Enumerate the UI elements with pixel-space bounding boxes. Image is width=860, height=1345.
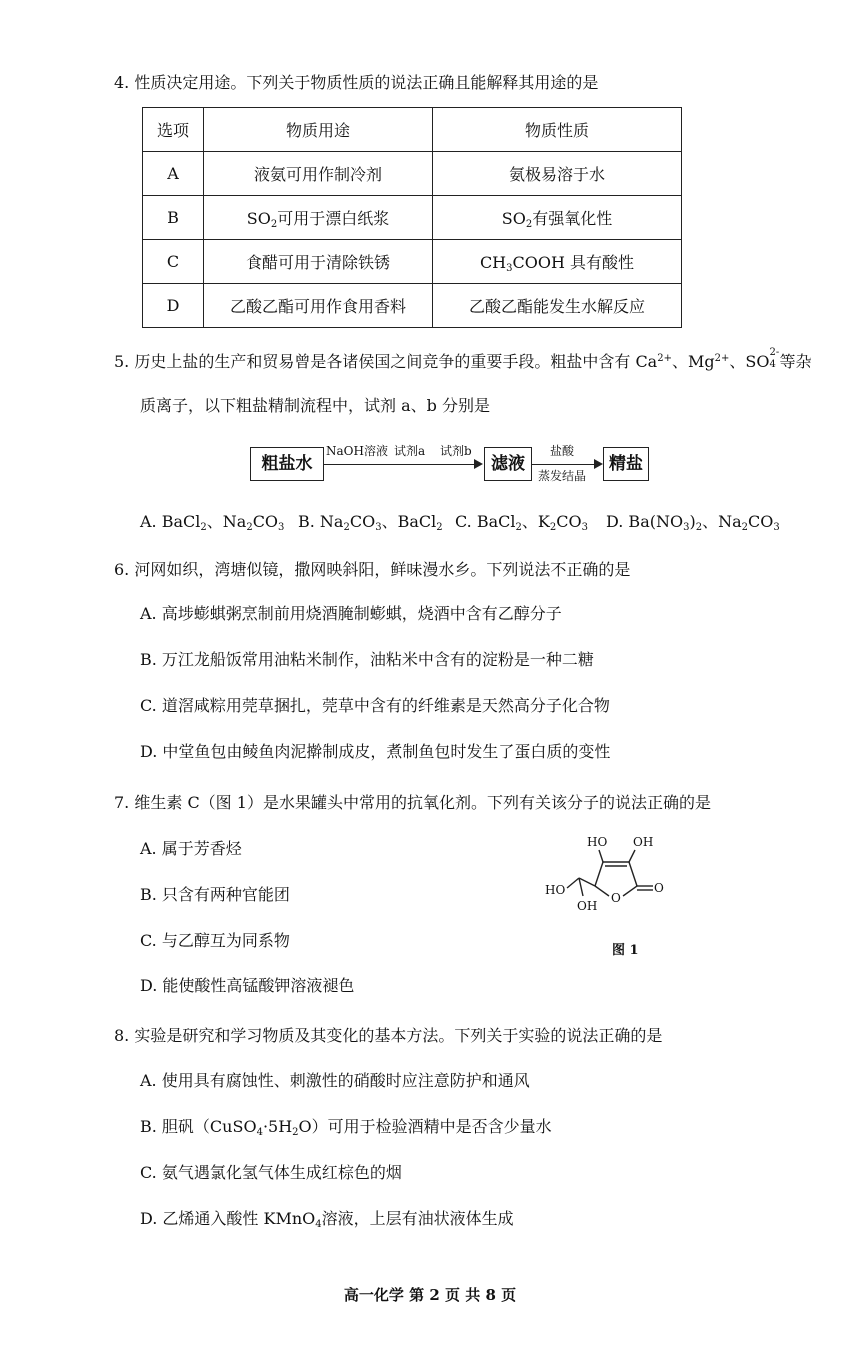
table-cell: C <box>143 240 204 284</box>
q5-option-c <box>455 509 588 533</box>
q5-text: 、SO <box>729 352 770 371</box>
page-footer: 高一化学 第 2 页 共 8 页 <box>343 1286 517 1304</box>
label-ring-oxygen: O <box>611 891 621 905</box>
table-cell <box>204 196 433 240</box>
formula-subscript: 2 <box>525 218 533 230</box>
flow-label-reagent-b: 试剂b <box>440 444 472 458</box>
option-text: 溶液，上层有油状液体生成 <box>321 1209 514 1228</box>
formula-subscript: 2 <box>741 522 749 533</box>
table-cell <box>433 240 682 284</box>
figure-caption: 图 1 <box>612 943 639 958</box>
option-text: 、BaCl <box>381 512 437 531</box>
formula-text: 可用于漂白纸浆 <box>277 208 390 228</box>
option-text: D. Ba(NO <box>606 512 684 531</box>
table-row <box>143 152 682 196</box>
table-row <box>143 240 682 284</box>
option-text: B. 胆矾（CuSO <box>140 1117 257 1136</box>
formula-subscript: 2 <box>200 522 207 533</box>
ion-charge: 2+ <box>714 353 730 364</box>
flow-label-hcl: 盐酸 <box>550 444 575 458</box>
flow-arrow <box>324 464 474 465</box>
q7-option-a: A. 属于芳香烃 <box>140 839 242 858</box>
flow-label-evaporate: 蒸发结晶 <box>538 469 587 483</box>
formula-subscript: 3 <box>375 522 382 533</box>
formula-subscript: 3 <box>773 522 780 533</box>
q4-table <box>142 107 682 328</box>
q5-text: 5. 历史上盐的生产和贸易曾是各诸侯国之间竞争的重要手段。粗盐中含有 Ca <box>114 352 658 371</box>
option-text: CO <box>252 512 279 531</box>
table-row <box>143 196 682 240</box>
flow-arrow <box>532 464 594 465</box>
q8-option-c: C. 氨气遇氯化氢气体生成红棕色的烟 <box>140 1163 402 1182</box>
formula-text: SO <box>246 208 271 228</box>
ion-charge: 2- <box>769 347 780 358</box>
table-header-cell: 选项 <box>143 108 204 152</box>
formula-subscript: 3 <box>581 522 588 533</box>
q5-text: 等杂 <box>779 352 812 371</box>
formula-subscript: 4 <box>315 1219 322 1230</box>
option-text: B. Na <box>298 512 344 531</box>
formula-subscript: 2 <box>270 218 278 230</box>
q6-option-a: A. 高埗蟛蜞粥烹制前用烧酒腌制蟛蜞，烧酒中含有乙醇分子 <box>140 604 562 623</box>
formula-subscript: 2 <box>695 522 703 533</box>
flow-label-reagent-a: 试剂a <box>394 444 426 458</box>
q5-text: 、Mg <box>671 352 715 371</box>
formula-subscript: 3 <box>683 522 690 533</box>
label-ho-top: HO <box>587 835 608 849</box>
formula-text: COOH 具有酸性 <box>512 252 635 272</box>
q8-option-d <box>140 1206 514 1230</box>
formula-subscript: 2 <box>436 522 443 533</box>
table-cell: 乙酸乙酯能发生水解反应 <box>433 284 682 328</box>
label-oh-bottom: OH <box>577 899 598 913</box>
option-text: D. 乙烯通入酸性 KMnO <box>140 1209 316 1228</box>
q8-option-a: A. 使用具有腐蚀性、刺激性的硝酸时应注意防护和通风 <box>140 1071 530 1090</box>
table-cell: B <box>143 196 204 240</box>
flow-box-filtrate: 滤液 <box>484 447 532 481</box>
formula-subscript: 3 <box>506 262 513 274</box>
sulfate-scripts <box>769 347 780 370</box>
q6-option-b: B. 万江龙船饭常用油粘米制作，油粘米中含有的淀粉是一种二糖 <box>140 650 594 669</box>
q5-option-a <box>140 509 284 533</box>
option-text: ·5H <box>262 1117 293 1136</box>
option-text: 、Na <box>702 512 742 531</box>
formula-subscript: 2 <box>246 522 253 533</box>
table-row <box>143 284 682 328</box>
q6-stem: 6. 河网如织，湾塘似镜，撒网映斜阳，鲜味漫水乡。下列说法不正确的是 <box>114 560 631 579</box>
table-cell: 液氨可用作制冷剂 <box>204 152 433 196</box>
formula-subscript: 2 <box>515 522 522 533</box>
arrowhead-icon <box>474 459 483 469</box>
q5-option-b <box>298 509 443 533</box>
flow-box-refined-salt: 精盐 <box>603 447 649 481</box>
formula-subscript: 3 <box>278 522 285 533</box>
table-header-cell: 物质用途 <box>204 108 433 152</box>
table-cell: D <box>143 284 204 328</box>
formula-text: CH <box>479 252 507 272</box>
formula-subscript: 4 <box>769 359 776 370</box>
q7-option-c: C. 与乙醇互为同系物 <box>140 931 290 950</box>
formula-text: SO <box>501 208 526 228</box>
q7-option-b: B. 只含有两种官能团 <box>140 885 290 904</box>
option-text: O）可用于检验酒精中是否含少量水 <box>298 1117 552 1136</box>
option-text: CO <box>349 512 376 531</box>
q8-stem: 8. 实验是研究和学习物质及其变化的基本方法。下列关于实验的说法正确的是 <box>114 1026 663 1045</box>
q5-option-d <box>606 509 780 533</box>
q8-option-b <box>140 1114 552 1138</box>
table-header-row <box>143 108 682 152</box>
formula-text: 有强氧化性 <box>532 208 613 228</box>
option-text: CO <box>748 512 774 531</box>
q4-stem: 4. 性质决定用途。下列关于物质性质的说法正确且能解释其用途的是 <box>114 73 599 92</box>
option-text: ) <box>689 512 696 531</box>
formula-subscript: 2 <box>292 1127 299 1138</box>
table-cell: A <box>143 152 204 196</box>
q5-stem-line1 <box>114 349 811 372</box>
option-text: CO <box>556 512 582 531</box>
table-cell <box>433 196 682 240</box>
flow-label-naoh: NaOH溶液 <box>326 444 388 458</box>
q6-option-d: D. 中堂鱼包由鲮鱼肉泥擀制成皮，煮制鱼包时发生了蛋白质的变性 <box>140 742 611 761</box>
table-cell: 食醋可用于清除铁锈 <box>204 240 433 284</box>
q5-stem-line2: 质离子，以下粗盐精制流程中，试剂 a、b 分别是 <box>140 396 490 415</box>
arrowhead-icon <box>594 459 603 469</box>
flow-box-crude-brine: 粗盐水 <box>250 447 324 481</box>
option-text: C. BaCl <box>455 512 516 531</box>
table-header-cell: 物质性质 <box>433 108 682 152</box>
formula-subscript: 4 <box>256 1127 263 1138</box>
ion-charge: 2+ <box>657 353 672 364</box>
formula-subscript: 2 <box>549 522 557 533</box>
table-cell: 氨极易溶于水 <box>433 152 682 196</box>
q7-option-d: D. 能使酸性高锰酸钾溶液褪色 <box>140 976 355 995</box>
label-carbonyl-oxygen: O <box>654 881 664 895</box>
option-text: A. BaCl <box>140 512 201 531</box>
q6-option-c: C. 道滘咸粽用莞草捆扎，莞草中含有的纤维素是天然高分子化合物 <box>140 696 610 715</box>
formula-subscript: 2 <box>343 522 350 533</box>
vitamin-c-structure <box>545 830 685 930</box>
table-cell: 乙酸乙酯可用作食用香料 <box>204 284 433 328</box>
option-text: 、K <box>521 512 550 531</box>
label-ho-left: HO <box>545 883 566 897</box>
option-text: 、Na <box>206 512 247 531</box>
label-oh-top: OH <box>633 835 654 849</box>
q7-stem: 7. 维生素 C（图 1）是水果罐头中常用的抗氧化剂。下列有关该分子的说法正确的是 <box>114 793 711 812</box>
